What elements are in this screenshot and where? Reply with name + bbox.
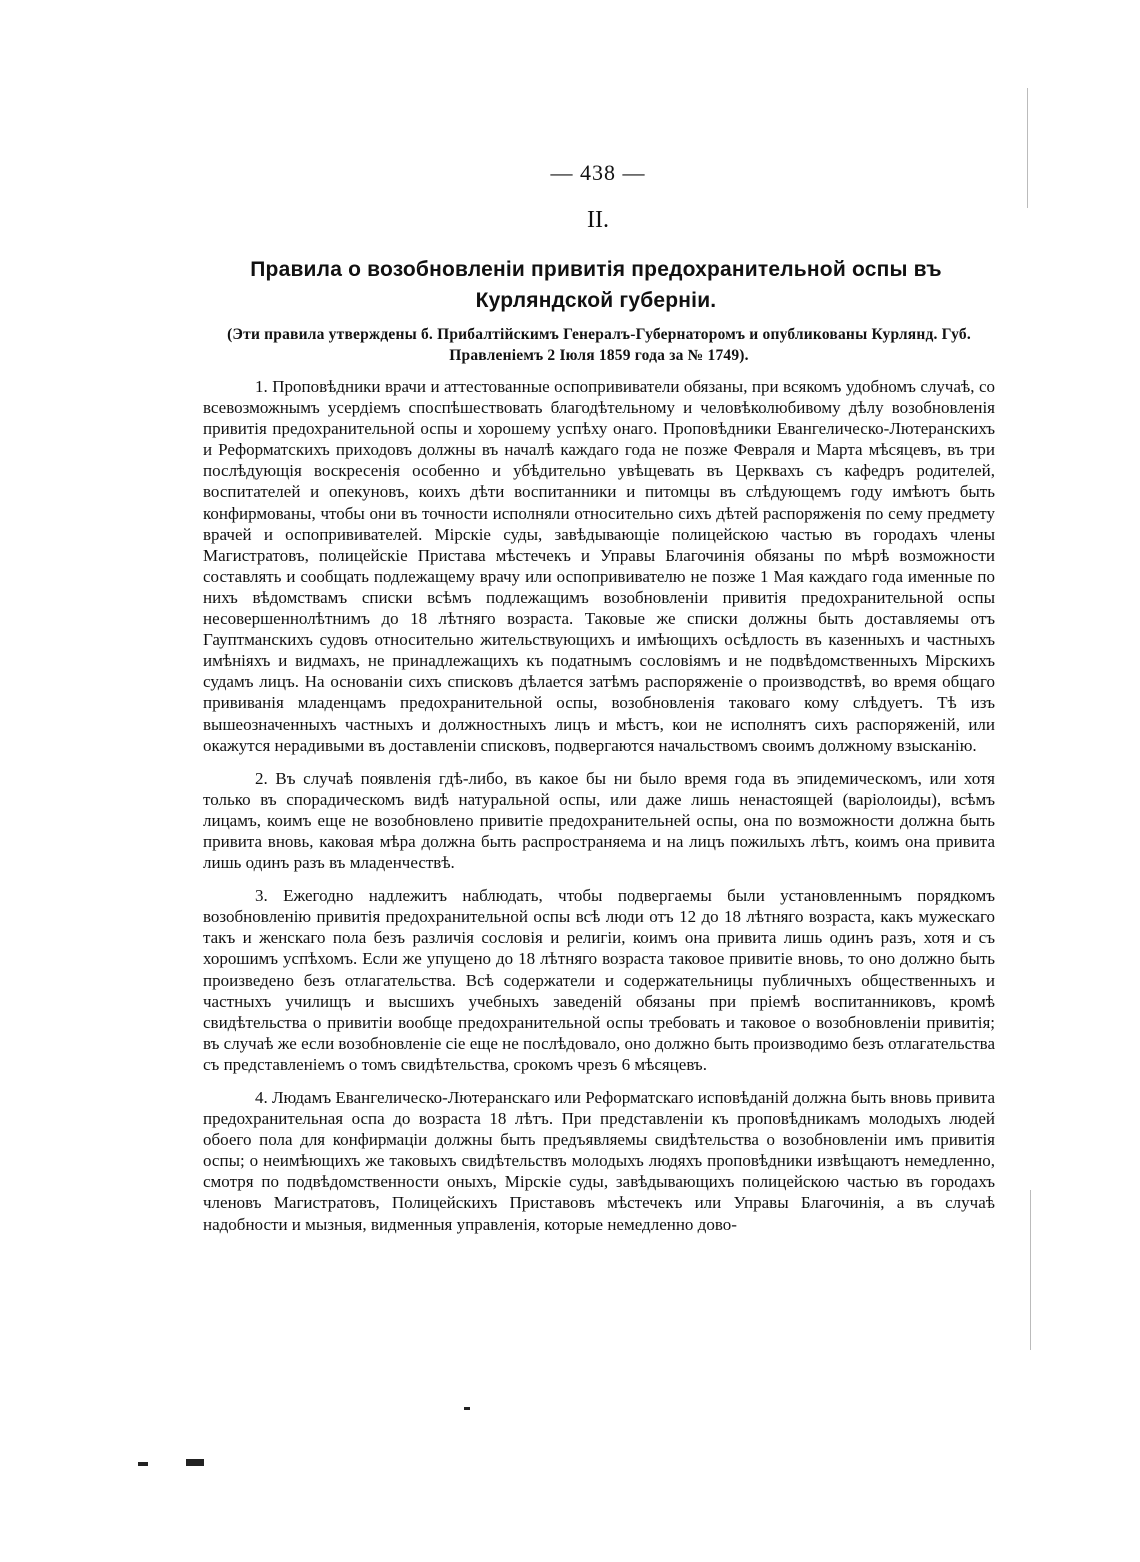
paragraph-1: 1. Проповѣдники врачи и аттестованные оспопрививатели обязаны, при всякомъ удобномъ случаѣ, со всевозможнымъ усердіемъ споспѣшествовать благодѣтельному и человѣколюбивому дѣлу возобновленія привитія предохранительной оспы и хорошему успѣху онаго. Проповѣдники Евангелическо-Лютеранскихъ и Реформатскихъ приходовъ должны въ началѣ каждаго года не позже Февраля и Марта мѣсяцевъ, въ три послѣдующія воскресенія особенно и убѣдительно увѣщевать въ Церквахъ съ кафедръ родителей, воспитателей и опекуновъ, коихъ дѣти воспитанники и питомцы въ слѣдующемъ году имѣютъ быть конфирмованы, чтобы они въ точности исполняли относительно сихъ дѣтей распоряженія по сему предмету врачей и оспопрививателей. Мірскіе суды, завѣдывающіе полицейскою частью въ городахъ члены Магистратовъ, полицейскіе Пристава мѣстечекъ и Управы Благочинія обязаны по мѣрѣ возможности составлять и сообщать подлежащему врачу или оспопрививателю не позже 1 Мая каждаго года именные по нихъ вѣдомствамъ списки всѣмъ подлежащимъ возобновленіи привитія предохранительной оспы несовершеннолѣтнимъ до 18 лѣтняго возраста. Таковые же списки должны быть доставляемы отъ Гауптманскихъ судовъ относительно жительствующихъ и имѣющихъ осѣдлость въ казенныхъ и частныхъ имѣніяхъ и видмахъ, не принадлежащихъ къ податнымъ сословіямъ и не подвѣдомственныхъ Мірскихъ судамъ лицъ. На основаніи сихъ списковъ дѣлается затѣмъ распоряженіе о производствѣ, во время общаго прививанія младенцамъ предохранительной оспы, возобновленія таковаго кому слѣдуетъ. Тѣ изъ вышеозначенныхъ частныхъ и должностныхъ лицъ и мѣстъ, кои не исполнятъ сихъ распоряженій, или окажутся нерадивыми въ доставленіи списковъ, подвергаются начальствомъ своимъ должному взысканію. — [203, 377, 995, 755]
scan-edge-line — [1030, 1190, 1031, 1350]
page-number: — 438 — — [550, 160, 646, 185]
approval-note: (Эти правила утверждены б. Прибалтійскимъ Генералъ-Губернаторомъ и опубликованы Курлянд. Губ. Правленіемъ 2 Іюля 1859 года за № 1749). — [227, 326, 971, 364]
paragraph-3: 3. Ежегодно надлежитъ наблюдать, чтобы подвергаемы были установленнымъ порядкомъ возобновленію привитія предохранительной оспы всѣ люди отъ 12 до 18 лѣтняго возраста, какъ мужескаго такъ и женскаго пола безъ различія сословія и религіи, коимъ она привита лишь одинъ разъ, хотя и съ хорошимъ успѣхомъ. Если же упущено до 18 лѣтняго возраста таковое привитіе вновь, то оно должно быть произведено безъ отлагательства. Всѣ содержатели и содержательницы публичныхъ общественныхъ и частныхъ училищъ и высшихъ учебныхъ заведеній обязаны при пріемѣ воспитанниковъ, кромѣ свидѣтельства о привитіи вообще предохранительной оспы требовать и таковое о возобновленіи привитія; въ случаѣ же если возобновленіе сіе еще не послѣдовало, оно должно быть производимо безъ отлагательства съ представленіемъ о томъ свидѣтельства, срокомъ чрезъ 6 мѣсяцевъ. — [203, 886, 995, 1074]
document-title: Правила о возобновленіи привитія предохранительной оспы въ Курляндской губерніи. — [250, 258, 942, 312]
paragraph-2: 2. Въ случаѣ появленія гдѣ-либо, въ какое бы ни было время года въ эпидемическомъ, или хотя только въ спорадическомъ видѣ натуральной оспы, или даже лишь ненастоящей (варіолоиды), всѣмъ лицамъ, коимъ еще не возобновлено привитіе предохранительней оспы, она по возможности должна быть привита вновь, каковая мѣра должна быть распространяема и на лицъ пожилыхъ лѣтъ, коимъ она привита лишь одинъ разъ въ младенчествѣ. — [203, 768, 995, 873]
scan-edge-line — [1027, 88, 1028, 208]
scan-speck — [186, 1459, 204, 1466]
paragraph-4: 4. Людамъ Евангелическо-Лютеранскаго или Реформатскаго исповѣданій должна быть вновь привита предохранительная оспа до возраста 18 лѣтъ. При представленіи къ проповѣдникамъ молодыхъ людей обоего пола для конфирмаціи должны быть предъявляемы свидѣтельства о возобновленіи имъ привитія оспы; о неимѣющихъ же таковыхъ свидѣтельствъ молодыхъ людяхъ проповѣдники извѣщаютъ немедленно, смотря по подвѣдомственности оныхъ, Мірскіе суды, завѣдывающихъ полицейскою частью въ городахъ членовъ Магистратовъ, Полицейскихъ Приставовъ мѣстечекъ или Управы Благочинія, а въ случаѣ надобности и мызныя, видменныя управленія, которые немедленно дово- — [203, 1088, 995, 1234]
scan-speck — [138, 1462, 148, 1466]
scan-speck — [464, 1407, 470, 1410]
section-numeral: II. — [587, 207, 609, 233]
document-body — [203, 376, 995, 1247]
